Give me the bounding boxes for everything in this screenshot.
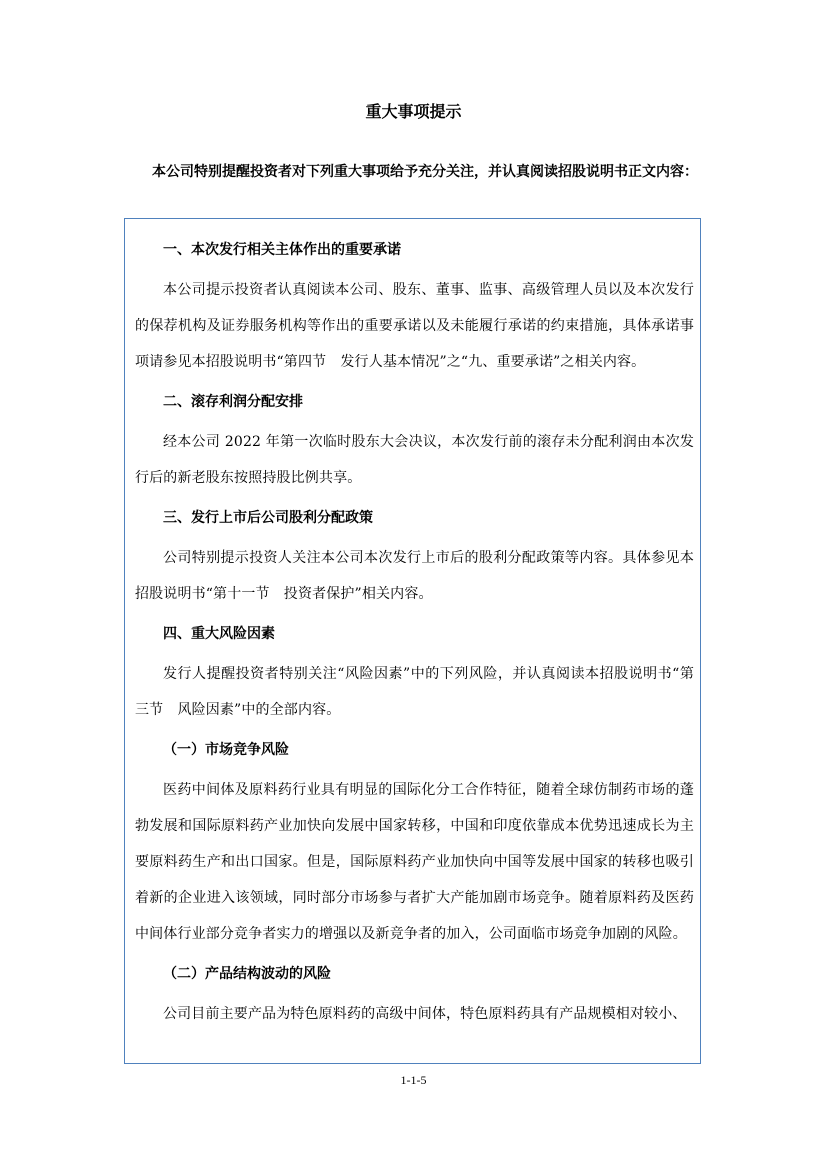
page-title: 重大事项提示 <box>365 102 462 121</box>
section-body-risk-factors: 发行人提醒投资者特别关注“风险因素”中的下列风险，并认真阅读本招股说明书“第三节 风险因素”中的全部内容。 <box>135 666 694 718</box>
subsection-heading-product-structure: （二）产品结构波动的风险 <box>163 966 331 982</box>
intro-paragraph: 本公司特别提醒投资者对下列重大事项给予充分关注，并认真阅读招股说明书正文内容： <box>152 164 698 180</box>
highlight-box <box>124 218 701 1064</box>
subsection-heading-market-competition: （一）市场竞争风险 <box>163 742 289 758</box>
section-heading-risk-factors: 四、重大风险因素 <box>163 626 275 642</box>
subsection-body-market-competition: 医药中间体及原料药行业具有明显的国际化分工合作特征，随着全球仿制药市场的蓬勃发展和国际原料药产业加快向发展中国家转移，中国和印度依靠成本优势迅速成长为主要原料药生产和出口国家。但是，国际原料药产业加快向中国等发展中国家的转移也吸引着新的企业进入该领域，同时部分市场参与者扩大产能加剧市场竞争。随着原料药及医药中间体行业部分竞争者实力的增强以及新竞争者的加入，公司面临市场竞争加剧的风险。 <box>135 782 694 942</box>
section-body-dividend-policy: 公司特别提示投资人关注本公司本次发行上市后的股利分配政策等内容。具体参见本招股说明书“第十一节 投资者保护”相关内容。 <box>135 550 694 602</box>
page-number: 1-1-5 <box>400 1073 427 1087</box>
subsection-body-product-structure: 公司目前主要产品为特色原料药的高级中间体，特色原料药具有产品规模相对较小、 <box>163 1006 687 1022</box>
section-heading-dividend-policy: 三、发行上市后公司股利分配政策 <box>163 510 373 526</box>
section-heading-profit-distribution: 二、滚存利润分配安排 <box>163 394 303 410</box>
section-heading-commitments: 一、本次发行相关主体作出的重要承诺 <box>163 242 401 258</box>
section-body-profit-distribution: 经本公司 2022 年第一次临时股东大会决议，本次发行前的滚存未分配利润由本次发行后的新老股东按照持股比例共享。 <box>135 434 694 486</box>
highlight-box-content <box>125 219 700 1032</box>
section-body-commitments: 本公司提示投资者认真阅读本公司、股东、董事、监事、高级管理人员以及本次发行的保荐机构及证券服务机构等作出的重要承诺以及未能履行承诺的约束措施，具体承诺事项请参见本招股说明书“第四节 发行人基本情况”之“九、重要承诺”之相关内容。 <box>135 282 694 370</box>
